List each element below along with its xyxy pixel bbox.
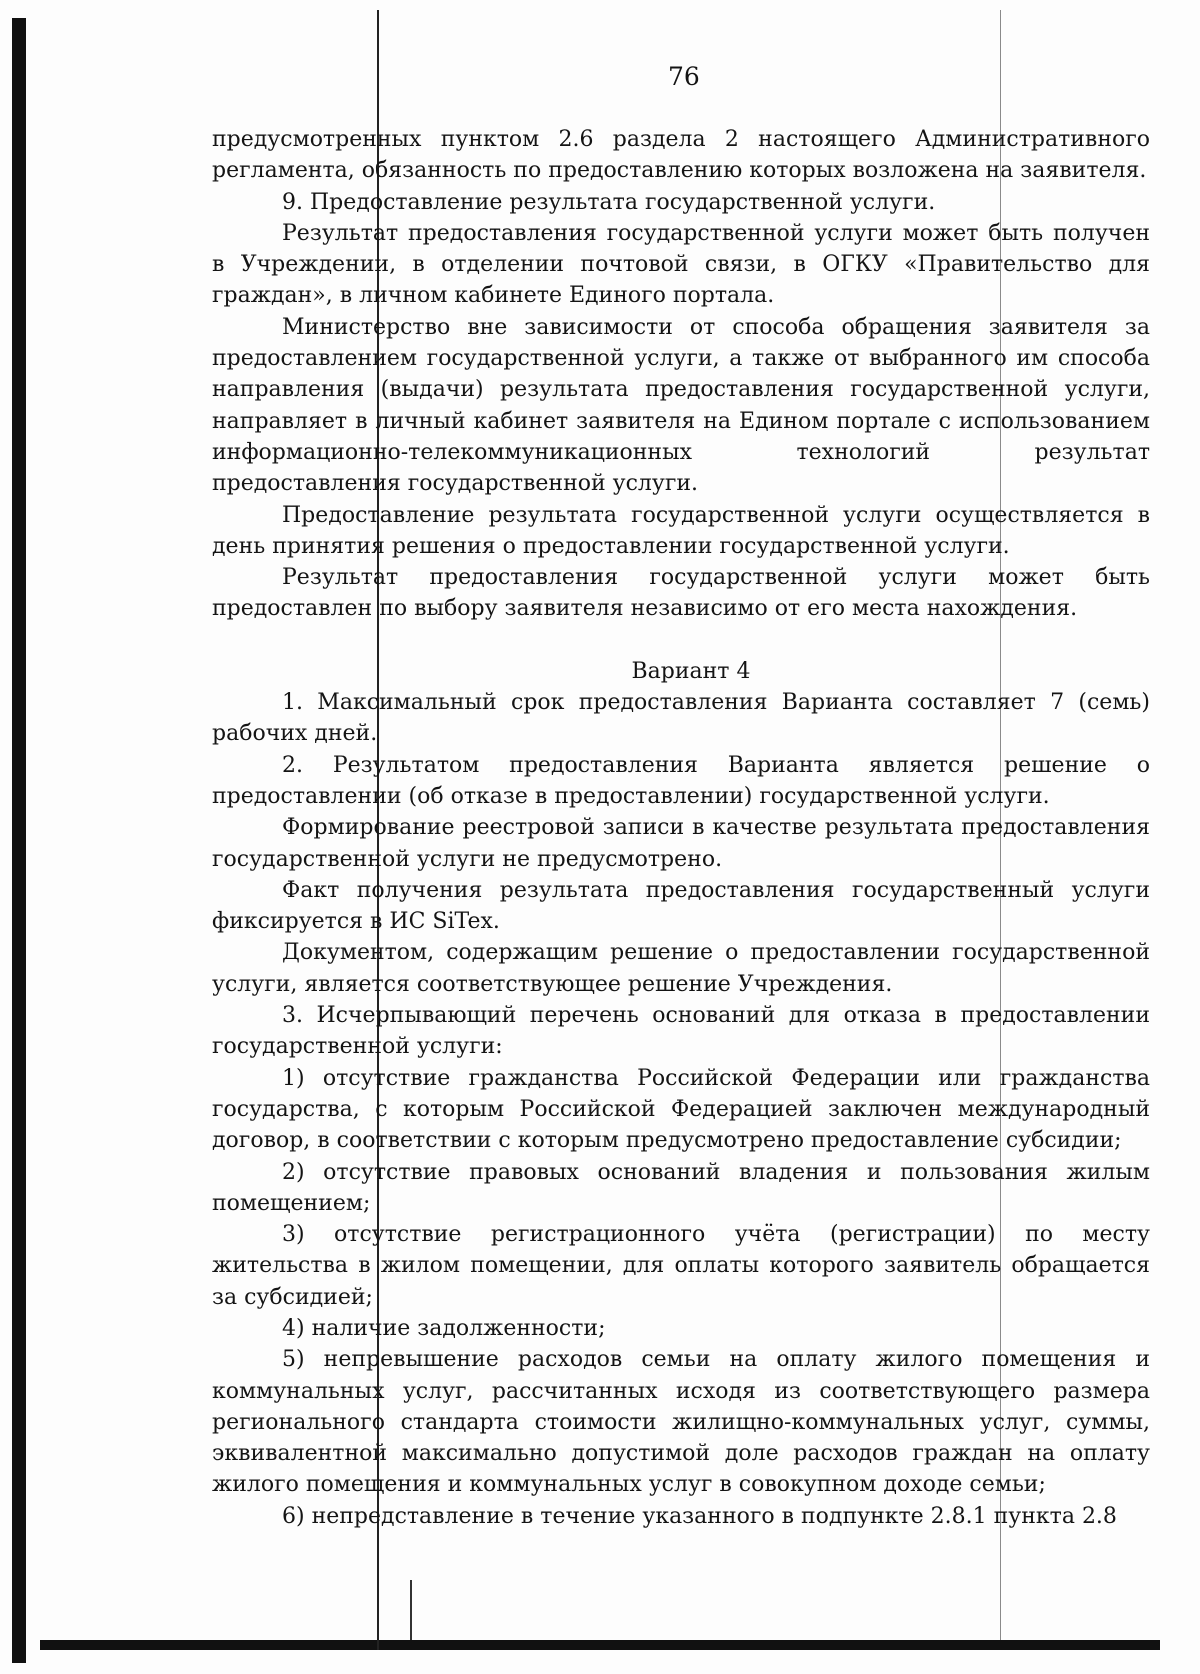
list-item: 4) наличие задолженности; <box>282 1315 606 1341</box>
paragraph: 2. Результатом предоставления Варианта является решение о предоставлении (об отказе в предоставлении) государственной услуги. <box>212 752 1150 809</box>
paragraph: 9. Предоставление результата государственной услуги. <box>282 189 936 215</box>
paragraph: 1. Максимальный срок предоставления Варианта составляет 7 (семь) рабочих дней. <box>212 690 1150 747</box>
list-item: 1) отсутствие гражданства Российской Федерации или гражданства государства, с которым Российской Федерацией заключен международный договор, в соответствии с которым предусмотрено предоставление субсидии; <box>212 1065 1150 1154</box>
paragraph: Документом, содержащим решение о предоставлении государственной услуги, является соответствующее решение Учреждения. <box>212 940 1150 997</box>
section-heading: Вариант 4 <box>631 658 751 684</box>
paragraph: Результат предоставления государственной услуги может быть предоставлен по выбору заявителя независимо от его места нахождения. <box>212 565 1150 622</box>
paragraph: Формирование реестровой записи в качестве результата предоставления государственной услуги не предусмотрено. <box>212 815 1150 872</box>
paragraph: Предоставление результата государственной услуги осуществляется в день принятия решения о предоставлении государственной услуги. <box>212 502 1150 559</box>
paragraph: Министерство вне зависимости от способа обращения заявителя за предоставлением государственной услуги, а также от выбранного им способа направления (выдачи) результата предоставления государственной услуги, направляет в личный кабинет заявителя на Едином портале с использованием информационно-телекоммуникационных технологий результат предоставления государственной услуги. <box>212 314 1150 497</box>
list-item: 3) отсутствие регистрационного учёта (регистрации) по месту жительства в жилом помещении, для оплаты которого заявитель обращается за субсидией; <box>212 1222 1150 1310</box>
list-item: 5) непревышение расходов семьи на оплату жилого помещения и коммунальных услуг, рассчитанных исходя из соответствующего размера регионального стандарта стоимости жилищно-коммунальных услуг, суммы, эквивалентной максимально допустимой доле расходов граждан на оплату жилого помещения и коммунальных услуг в совокупном доходе семьи; <box>212 1347 1150 1498</box>
paragraph: предусмотренных пунктом 2.6 раздела 2 настоящего Административного регламента, обязанность по предоставлению которых возложена на заявителя. <box>212 127 1150 184</box>
list-item: 2) отсутствие правовых оснований владения и пользования жилым помещением; <box>212 1159 1150 1216</box>
scan-mark <box>410 1580 412 1640</box>
page-number: 76 <box>668 62 700 91</box>
scan-edge-left <box>12 18 26 1663</box>
list-item: 6) непредставление в течение указанного в подпункте 2.8.1 пункта 2.8 <box>282 1503 1117 1529</box>
scan-edge-bottom <box>40 1640 1160 1650</box>
paragraph: 3. Исчерпывающий перечень оснований для отказа в предоставлении государственной услуги: <box>212 1003 1150 1060</box>
paragraph: Результат предоставления государственной услуги может быть получен в Учреждении, в отделении почтовой связи, в ОГКУ «Правительство для граждан», в личном кабинете Единого портала. <box>212 220 1150 309</box>
paragraph: Факт получения результата предоставления государственный услуги фиксируется в ИС SiTex. <box>212 877 1150 935</box>
body-text <box>212 124 1150 1532</box>
